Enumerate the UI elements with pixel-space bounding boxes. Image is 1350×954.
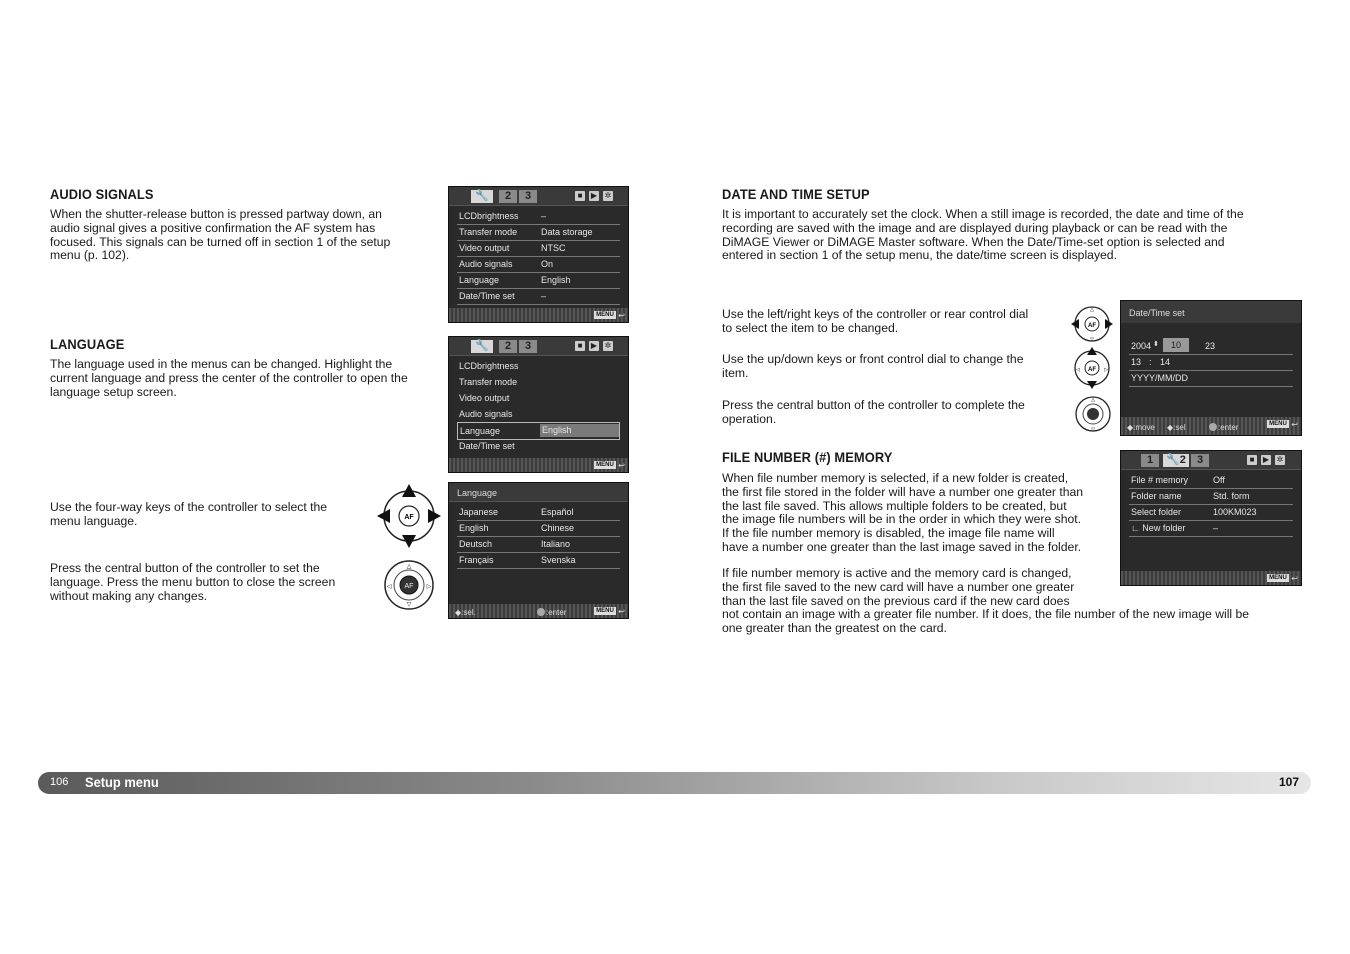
date-step-3: Press the central button of the controller to complete the operation. [722, 398, 1025, 426]
center-button-icon [383, 559, 435, 611]
setup-menu-screen-language [448, 336, 629, 473]
gear-icon: ✲ [604, 191, 612, 200]
format-row: YYYY/MM/DD [1129, 370, 1293, 387]
svg-text:▽: ▽ [1091, 427, 1095, 433]
screen-footer [449, 458, 628, 472]
center-button-icon [1209, 423, 1217, 431]
language-row: Japanese Español [457, 504, 620, 521]
playback-icon: ▶ [1262, 455, 1270, 464]
four-way-controller-icon [376, 483, 442, 549]
tab-2: 2 [499, 340, 517, 353]
wrench-icon: 🔧 [475, 340, 489, 352]
svg-text:▷: ▷ [1104, 367, 1108, 373]
file-number-screen [1120, 450, 1302, 586]
date-time-text: It is important to accurately set the clock. When a still image is recorded, the date and time of the recording are saved with the image and are displayed during playback or can be read with the DiMAGE Viewer or DiMAGE Master software. When the Date/Time-set option is selected and entered in section 1 of the setup menu, the date/time screen is displayed. [722, 207, 1244, 263]
language-step-2: Press the central button of the controller to set the language. Press the menu button to close the screen without making any changes. [50, 561, 336, 603]
svg-text:◁: ◁ [1076, 367, 1080, 373]
menu-row: Transfer mode Data storage [457, 224, 620, 241]
menu-row: Date/Time set – [457, 288, 620, 305]
camera-icon: ■ [1247, 455, 1257, 465]
back-arrow-icon: ↩ [618, 607, 625, 616]
menu-row: Video output NTSC [457, 240, 620, 257]
up-down-arrow-icon: ⬍ [1153, 341, 1159, 348]
language-row: Deutsch Italiano [457, 536, 620, 553]
menu-row: File # memory Off [1129, 472, 1293, 489]
menu-row: LCDbrightness [459, 361, 519, 371]
time-row: 13 : 14 [1129, 354, 1293, 371]
back-arrow-icon: ↩ [1291, 420, 1298, 429]
file-number-text-2: If file number memory is active and the memory card is changed, the first file saved to the new card will have a number one greater than the last file saved on the previous card if the new card does not contain an image with a greater file number. If it does, the file number of the new image will be one greater than the greatest on the card. [722, 566, 1250, 636]
wrench-icon: 🔧 [475, 190, 489, 202]
svg-text:AF: AF [404, 583, 414, 590]
camera-icon: ■ [575, 341, 585, 351]
left-right-keys-icon [1070, 304, 1114, 344]
svg-text:AF: AF [1088, 367, 1096, 373]
screen-header: Date/Time set [1121, 301, 1301, 323]
tab-2: 🔧2 [1163, 454, 1189, 467]
audio-signals-heading: AUDIO SIGNALS [50, 186, 154, 202]
tab-2: 2 [499, 190, 517, 203]
screen-footer: ◆:move ◆:sel :enter MENU ↩ [1121, 417, 1301, 435]
back-arrow-icon: ↩ [618, 311, 625, 320]
center-button-icon [537, 608, 545, 616]
language-step-1: Use the four-way keys of the controller to select the menu language. [50, 500, 328, 528]
menu-row-selected: Language English [457, 422, 620, 440]
svg-text:△: △ [1091, 397, 1095, 403]
file-number-text-1: When file number memory is selected, if a new folder is created, the first file stored in the folder will have a number one greater than the last file saved. This allows multiple folders to be created, but the image file numbers will be in the order in which they were shot. If the file number memory is disabled, the image file name will have a number one greater than the last image saved in the folder. [722, 471, 1084, 554]
menu-button-icon: MENU [594, 311, 616, 319]
menu-button-icon: MENU [1267, 420, 1289, 428]
language-row: English Chinese [457, 520, 620, 537]
tab-1: 1 [1141, 454, 1159, 467]
gear-icon: ✲ [604, 341, 612, 350]
page-footer-bar [38, 772, 1311, 794]
four-way-arrow-icon: ◆ [455, 608, 462, 617]
menu-row: Folder name Std. form [1129, 488, 1293, 505]
tab-3: 3 [519, 340, 537, 353]
menu-button-icon: MENU [1267, 574, 1289, 582]
back-arrow-icon: ↩ [618, 461, 625, 470]
screen-footer: ◆:sel. :enter MENU ↩ [449, 604, 628, 618]
svg-text:△: △ [1090, 307, 1094, 313]
center-button-icon [1074, 395, 1112, 433]
menu-tabs [1121, 451, 1301, 470]
svg-text:▷: ▷ [426, 584, 432, 590]
menu-row: Video output [459, 393, 510, 403]
back-arrow-icon: ↩ [1291, 574, 1298, 583]
svg-text:▽: ▽ [406, 602, 412, 608]
language-row: Français Svenska [457, 552, 620, 569]
page-number-left: 106 [50, 776, 69, 788]
menu-row: Date/Time set [459, 441, 515, 451]
menu-tabs [449, 187, 628, 206]
playback-icon: ▶ [590, 191, 598, 200]
svg-text:▽: ▽ [1090, 337, 1094, 343]
screen-footer [449, 308, 628, 322]
audio-signals-text: When the shutter-release button is pressed partway down, an audio signal gives a positive confirmation the AF system has focused. This signals can be turned off in section 1 of the setup menu (p. 102). [50, 207, 391, 263]
tab-1 [471, 190, 493, 203]
menu-row: Language English [457, 272, 620, 289]
language-select-screen [448, 482, 629, 619]
menu-button-icon: MENU [594, 607, 616, 615]
svg-text:△: △ [406, 564, 412, 570]
language-text: The language used in the menus can be changed. Highlight the current language and press the center of the controller to open the language setup screen. [50, 357, 408, 399]
left-right-arrow-icon: ◆ [1127, 423, 1134, 432]
date-step-1: Use the left/right keys of the controller or rear control dial to select the item to be changed. [722, 307, 1029, 335]
menu-row: Select folder 100KM023 [1129, 504, 1293, 521]
menu-row: LCDbrightness – [457, 208, 620, 225]
tab-3: 3 [1191, 454, 1209, 467]
section-title: Setup menu [85, 774, 159, 790]
screen-footer [1121, 571, 1301, 585]
playback-icon: ▶ [590, 341, 598, 350]
camera-icon: ■ [575, 191, 585, 201]
date-row: 2004 ⬍ 10 23 [1129, 338, 1293, 355]
tab-1 [471, 340, 493, 353]
tab-3: 3 [519, 190, 537, 203]
menu-row: Audio signals [459, 409, 513, 419]
menu-row: ∟ New folder – [1129, 520, 1293, 537]
up-down-keys-icon [1073, 346, 1111, 390]
wrench-icon: 🔧 [1166, 454, 1180, 466]
menu-row: Transfer mode [459, 377, 518, 387]
date-time-heading: DATE AND TIME SETUP [722, 186, 870, 202]
file-number-heading: FILE NUMBER (#) MEMORY [722, 449, 893, 465]
date-step-2: Use the up/down keys or front control dial to change the item. [722, 352, 1024, 380]
menu-row: Audio signals On [457, 256, 620, 273]
up-down-arrow-icon: ◆ [1167, 423, 1174, 432]
gear-icon: ✲ [1276, 455, 1284, 464]
language-heading: LANGUAGE [50, 336, 125, 352]
svg-text:AF: AF [404, 514, 414, 521]
menu-tabs [449, 337, 628, 356]
svg-text:AF: AF [1088, 323, 1096, 329]
svg-text:◁: ◁ [386, 584, 392, 590]
screen-header: Language [449, 483, 628, 502]
page-number-right: 107 [1278, 775, 1299, 789]
setup-menu-screen-audio [448, 186, 629, 323]
date-time-screen [1120, 300, 1302, 436]
menu-button-icon: MENU [594, 461, 616, 469]
